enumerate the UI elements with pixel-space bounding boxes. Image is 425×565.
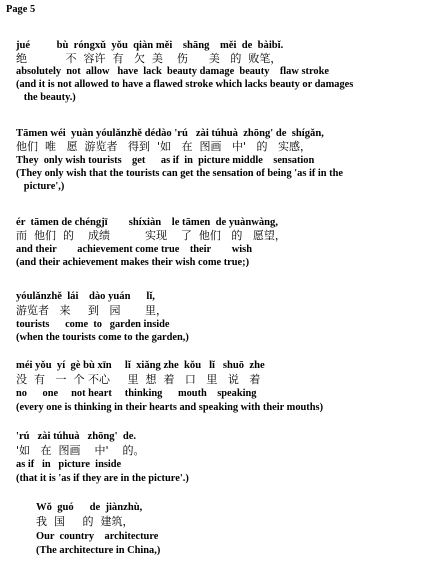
block-5-english: no one not heart thinking mouth speaking <box>16 388 257 399</box>
block-5-chinese: 没 有 一 个 不心 里 想 着 口 里 说 着 <box>16 373 261 386</box>
block-7-chinese: 我 国 的 建筑， <box>36 515 134 528</box>
block-4-pinyin: yóulǎnzhě lái dào yuán lǐ, <box>16 291 155 302</box>
block-3-pinyin: ér tāmen de chéngjī shíxiàn le tāmen de yuànwàng, <box>16 217 279 228</box>
page-title: Page 5 <box>6 4 36 15</box>
block-1-translation-cont: the beauty.) <box>16 92 76 103</box>
block-1-chinese: 绝 不 容许 有 欠 美 伤 美 的 败笔， <box>16 52 282 65</box>
block-1-english: absolutely not allow have lack beauty damage beauty flaw stroke <box>16 66 329 77</box>
block-4-english: tourists come to garden inside <box>16 319 170 330</box>
block-2-english: They only wish tourists get as if in picture middle sensation <box>16 155 315 166</box>
block-4-chinese: 游览者 来 到 园 里， <box>16 304 167 317</box>
block-3-english: and their achievement come true their wish <box>16 244 252 255</box>
block-1-translation: (and it is not allowed to have a flawed stroke which lacks beauty or damages <box>16 79 354 90</box>
block-3-chinese: 而 他们 的 成绩 实现 了 他们 的 愿望， <box>16 229 286 242</box>
block-2-pinyin: Tāmen wéi yuàn yóulǎnzhě dédào 'rú zài túhuà zhōng' de shígǎn, <box>16 128 324 139</box>
block-7-english: Our country architecture <box>36 531 159 542</box>
block-5-pinyin: méi yǒu yí gè bù xīn lǐ xiǎng zhe kǒu lǐ shuō zhe <box>16 360 265 371</box>
block-1-pinyin: jué bù róngxǔ yǒu qiàn měi shāng měi de bàibǐ. <box>16 40 284 51</box>
block-2-translation: (They only wish that the tourists can get the sensation of being 'as if in the <box>16 168 344 179</box>
block-6-pinyin: 'rú zài túhuà zhōng' de. <box>16 431 137 442</box>
block-2-chinese: 他们 唯 愿 游览者 得到 '如 在 图画 中' 的 实感， <box>16 140 311 153</box>
block-3-translation: (and their achievement makes their wish come true;) <box>16 257 250 268</box>
block-4-translation: (when the tourists come to the garden,) <box>16 332 189 343</box>
block-2-translation-cont: picture',) <box>16 181 65 192</box>
block-6-translation: (that it is 'as if they are in the picture'.) <box>16 473 189 484</box>
block-6-english: as if in picture inside <box>16 459 122 470</box>
block-7-pinyin: Wǒ guó de jiànzhù, <box>36 502 143 513</box>
block-6-chinese: '如 在 图画 中' 的。 <box>16 444 145 457</box>
block-5-translation: (every one is thinking in their hearts and speaking with their mouths) <box>16 402 324 413</box>
block-7-translation: (The architecture in China,) <box>36 545 161 556</box>
